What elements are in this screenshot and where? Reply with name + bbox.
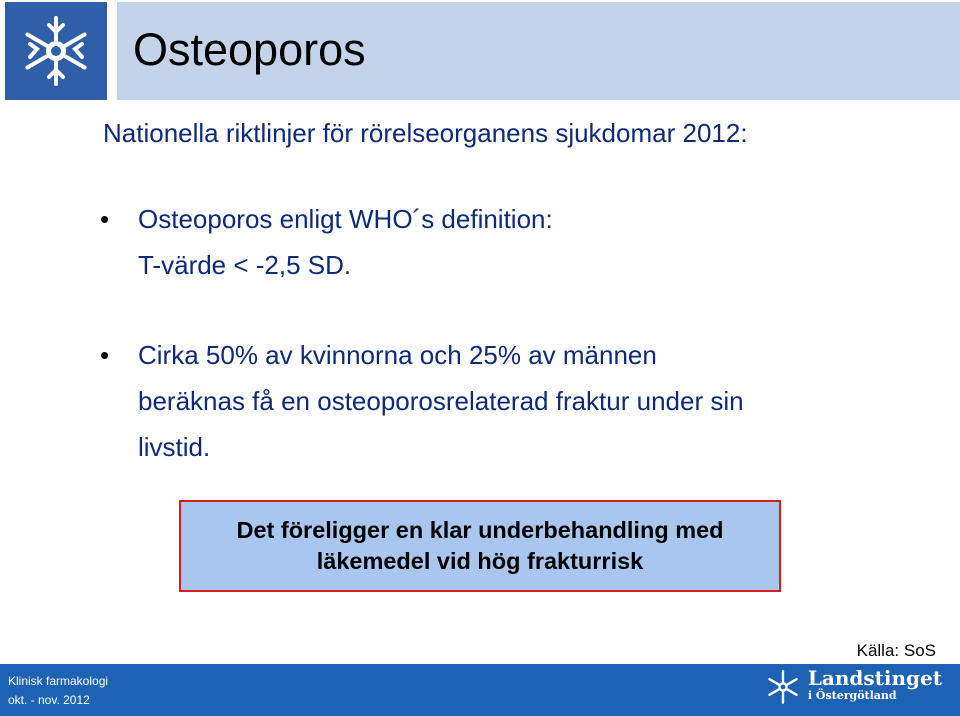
callout-line: Det föreligger en klar underbehandling med [236, 517, 724, 543]
subtitle: Nationella riktlinjer för rörelseorganens sjukdomar 2012: [103, 118, 748, 148]
callout-box [179, 500, 781, 592]
footer-bar [0, 664, 960, 716]
footer-department: Klinisk farmakologi [8, 674, 109, 688]
snowflake-crest-icon [16, 11, 96, 91]
bullet-line: beräknas få en osteoporosrelaterad fraktur under sin [138, 386, 744, 416]
bullet-marker: • [100, 204, 110, 234]
callout-line: läkemedel vid hög frakturrisk [316, 548, 644, 574]
page-title: Osteoporos [133, 24, 366, 75]
bullet-line: T-värde < -2,5 SD. [138, 250, 352, 280]
brand-wordmark [807, 666, 942, 705]
brand-region: i Östergötland [807, 689, 897, 702]
bullet-line: Cirka 50% av kvinnorna och 25% av männen [138, 340, 657, 370]
bullet-list [96, 196, 916, 470]
bullet-item [96, 332, 916, 470]
bullet-item [96, 196, 916, 288]
bullet-line: livstid. [138, 432, 211, 462]
brand-name: Landstinget [807, 666, 942, 690]
footer-logo [764, 668, 942, 706]
snowflake-crest-icon [764, 668, 802, 706]
source-label: Källa: SoS [856, 641, 936, 660]
footer-date: okt. - nov. 2012 [8, 693, 90, 707]
logo-box [5, 2, 107, 100]
bullet-line: Osteoporos enligt WHO´s definition: [138, 204, 553, 234]
title-bar [117, 2, 960, 100]
bullet-marker: • [100, 340, 110, 370]
footer-info [8, 672, 108, 710]
